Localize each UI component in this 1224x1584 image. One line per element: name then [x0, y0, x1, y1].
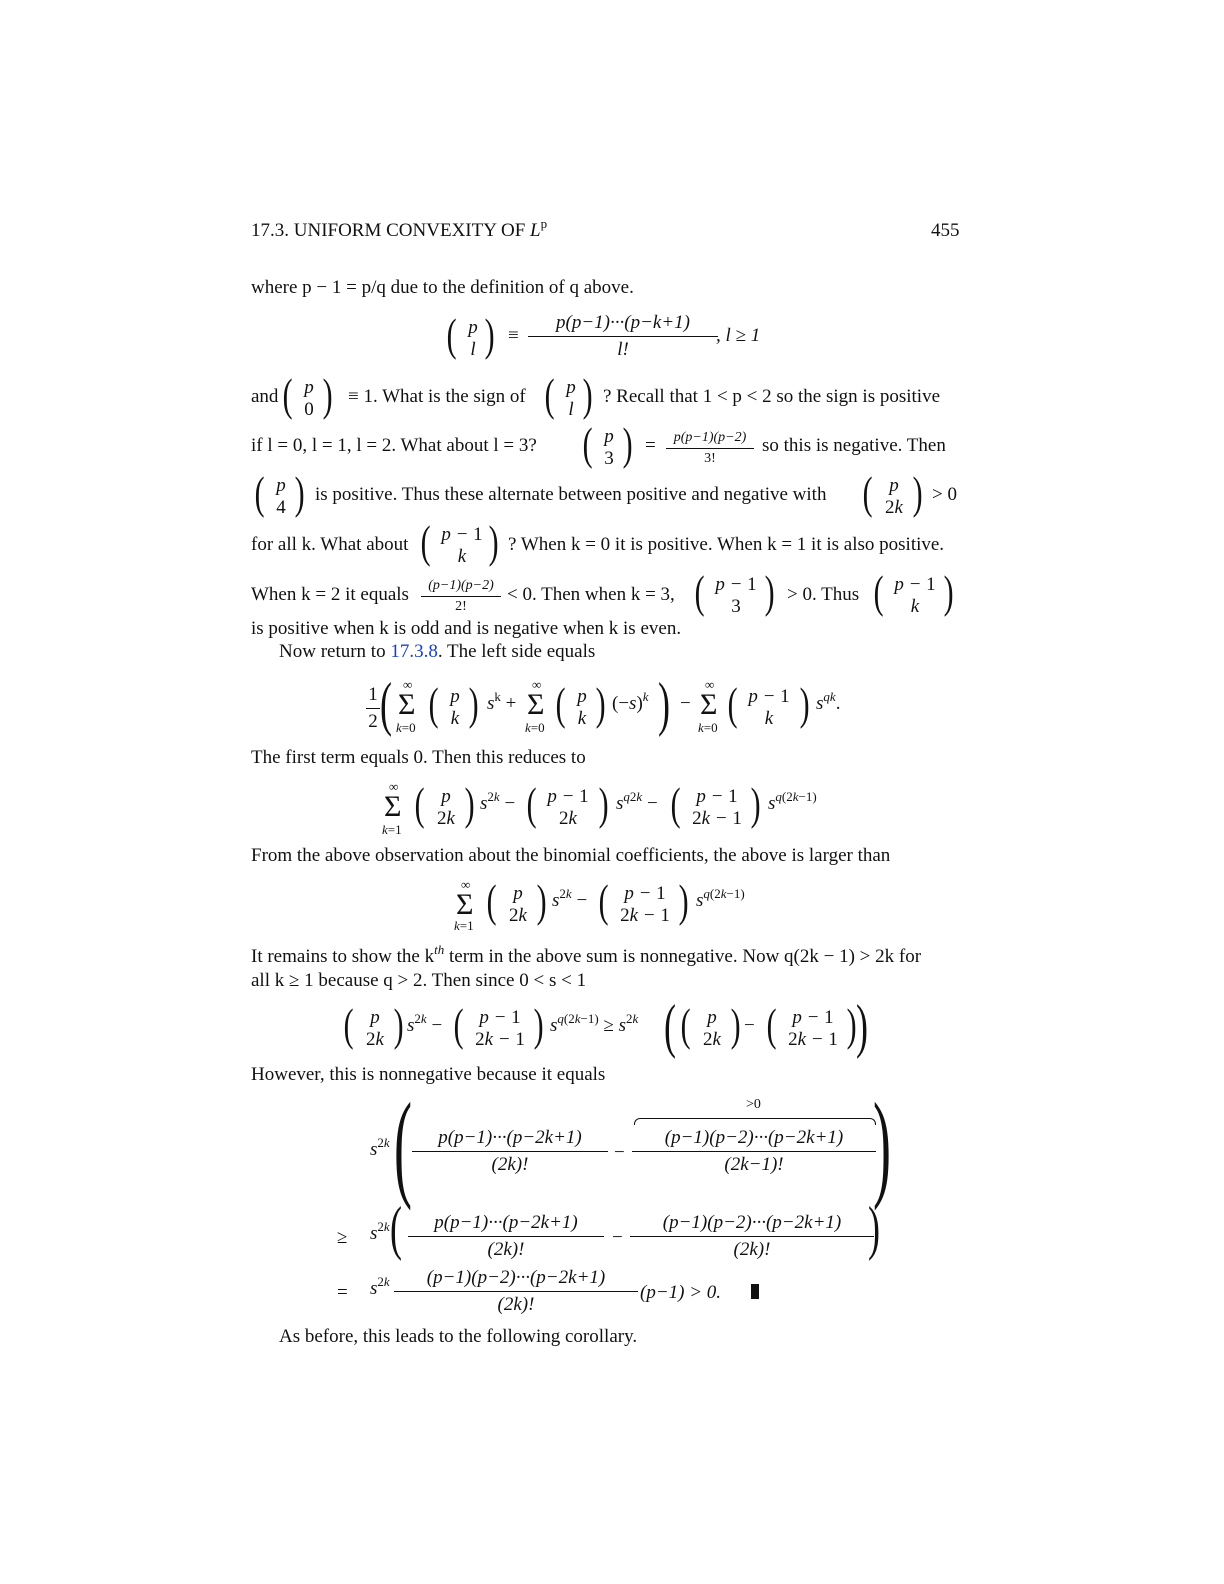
text-sign-question: ≡ 1. What is the sign of — [348, 386, 526, 407]
text-now-return: Now return to 17.3.8. The left side equals — [279, 641, 596, 662]
text-as-before: As before, this leads to the following corollary. — [279, 1326, 638, 1347]
page-number: 455 — [931, 220, 960, 241]
final-tail: (p−1) > 0. — [640, 1282, 722, 1303]
text-is-positive-odd: is positive when k is odd and is negative when k is even. — [251, 618, 682, 639]
equation-link[interactable]: 17.3.8 — [390, 641, 438, 662]
text-when-k2: When k = 2 it equals — [251, 584, 409, 605]
definition-fraction: $\frac{p(p-1)\cdot\cdot\cdot(p-k+1)}{l!}$ — [528, 312, 718, 361]
text-thus: > 0. Thus — [787, 584, 860, 605]
running-header — [251, 216, 548, 242]
document-page: 17.3. UNIFORM CONVEXITY OF $L^p$ 455 where p − 1 = p/q due to the definition of q above. ( p l ) ≡ $\frac{p(p-1)\cdot\cdot\cdot(p-k+1)}{l!}$ , l ≥ 1 and ( p 0 ) ≡ 1. What is the sign of ( p l ) ? Recall that 1 < p < 2 so the sign is positive if l = 0, l = 1, l = 2. What about l = 3? ( p 3 ) = $\frac{p(p-1)(p-2)}{3!}$ so this is negative. Then ( p 4 ) is positive. Thus these alternate between positive and negative with ( p 2k ) > 0 for all k. What about ( p − 1 k ) ? When k = 0 it is positive. When k = 1 it is also positive. When k = 2 it equals $\frac{(p-1)(p-2)}{2!}$ < 0. Then when k = 3, ( p − 1 3 ) > 0. Thus ( p − 1 k ) is positive when k is odd and is negative when k is even. Now return to 17.3.8. The left side equals $\frac{1}{2}$ ( ∞ Σ k=0 ( p k ) $s^k$ + ∞ Σ k=0 ( p k ) $(-s)^k$ ) − ∞ Σ k=0 ( p − 1 k ) $s^{qk}$. The first term equals 0. Then this reduces to ∞ Σ k=1 ( p 2k ) $s^{2k}$ − ( p − 1 2k ) $s^{q2k}$ − ( p − 1 2k − 1 ) $s^{q(2k-1)}$ From the above observation about the binomial coefficients, the above is larger than ∞ Σ k=1 ( p 2k ) $s^{2k}$ − ( p − 1 2k − 1 ) $s^{q(2k-1)}$ It remains to show the $k^{th}$ term in the above sum is nonnegative. Now q(2k − 1) > 2k for all k ≥ 1 because q > 2. Then since 0 < s < 1 ( p 2k ) $s^{2k}$ − ( p − 1 2k − 1 ) $s^{q(2k-1)} \ge s^{2k}$ ( ( p 2k ) − ( p − 1 2k − 1 ) ) However, this is nonnegative because it equals $s^{2k}$ ( $\frac{p(p-1)\cdot\cdot\cdot(p-2k+1)}{(2k)!}$ − >0 $\frac{(p-1)(p-2)\cdot\cdot\cdot(p-2k+1)}{(2k-1)!}$ ) ≥ $s^{2k}$ ( $\frac{p(p-1)\cdot\cdot\cdot(p-2k+1)}{(2k)!}$ − $\frac{(p-1)(p-2)\cdot\cdot\cdot(p-2k+1)}{(2k)!}$ ) = $s^{2k}$ $\frac{(p-1)(p-2)\cdot\cdot\cdot(p-2k+1)}{(2k)!}$ (p−1) > 0. As before, this leads to the following corollary. — [251, 216, 960, 1347]
small-fraction-2: $\frac{(p-1)(p-2)}{2!}$ — [421, 578, 501, 615]
text-for-all-k: for all k. What about — [251, 534, 409, 555]
text-because-q: all k ≥ 1 because q > 2. Then since 0 < s < 1 — [251, 970, 587, 991]
text-however: However, this is nonnegative because it equals — [251, 1064, 606, 1085]
text-if-l: if l = 0, l = 1, l = 2. What about l = 3? — [251, 435, 537, 456]
text-and: and — [251, 386, 279, 407]
text-gt-zero: > 0 — [932, 484, 957, 505]
text-when-k0: ? When k = 0 it is positive. When k = 1 it is also positive. — [508, 534, 945, 555]
text-recall: ? Recall that 1 < p < 2 so the sign is positive — [603, 386, 940, 407]
intro-line: where p − 1 = p/q due to the definition of q above. — [251, 277, 634, 298]
text-then-k3: < 0. Then when k = 3, — [507, 584, 675, 605]
brace-label: >0 — [746, 1097, 761, 1112]
section-symbol-sup: p — [540, 216, 548, 231]
small-fraction-3: $\frac{p(p-1)(p-2)}{3!}$ — [666, 430, 754, 467]
text-from-above: From the above observation about the binomial coefficients, the above is larger than — [251, 845, 891, 866]
definition-condition: , l ≥ 1 — [716, 325, 761, 346]
section-title: 17.3. UNIFORM CONVEXITY OF — [251, 220, 526, 241]
text-first-term: The first term equals 0. Then this reduces to — [251, 747, 586, 768]
overbrace — [634, 1118, 876, 1125]
qed-mark — [751, 1284, 759, 1299]
text-remains: It remains to show the $k^{th}$ term in the above sum is nonnegative. Now q(2k − 1) > 2k for — [251, 942, 922, 967]
section-symbol: L — [530, 220, 541, 241]
text-so-negative: so this is negative. Then — [762, 435, 946, 456]
text-alternate: is positive. Thus these alternate between positive and negative with — [315, 484, 827, 505]
